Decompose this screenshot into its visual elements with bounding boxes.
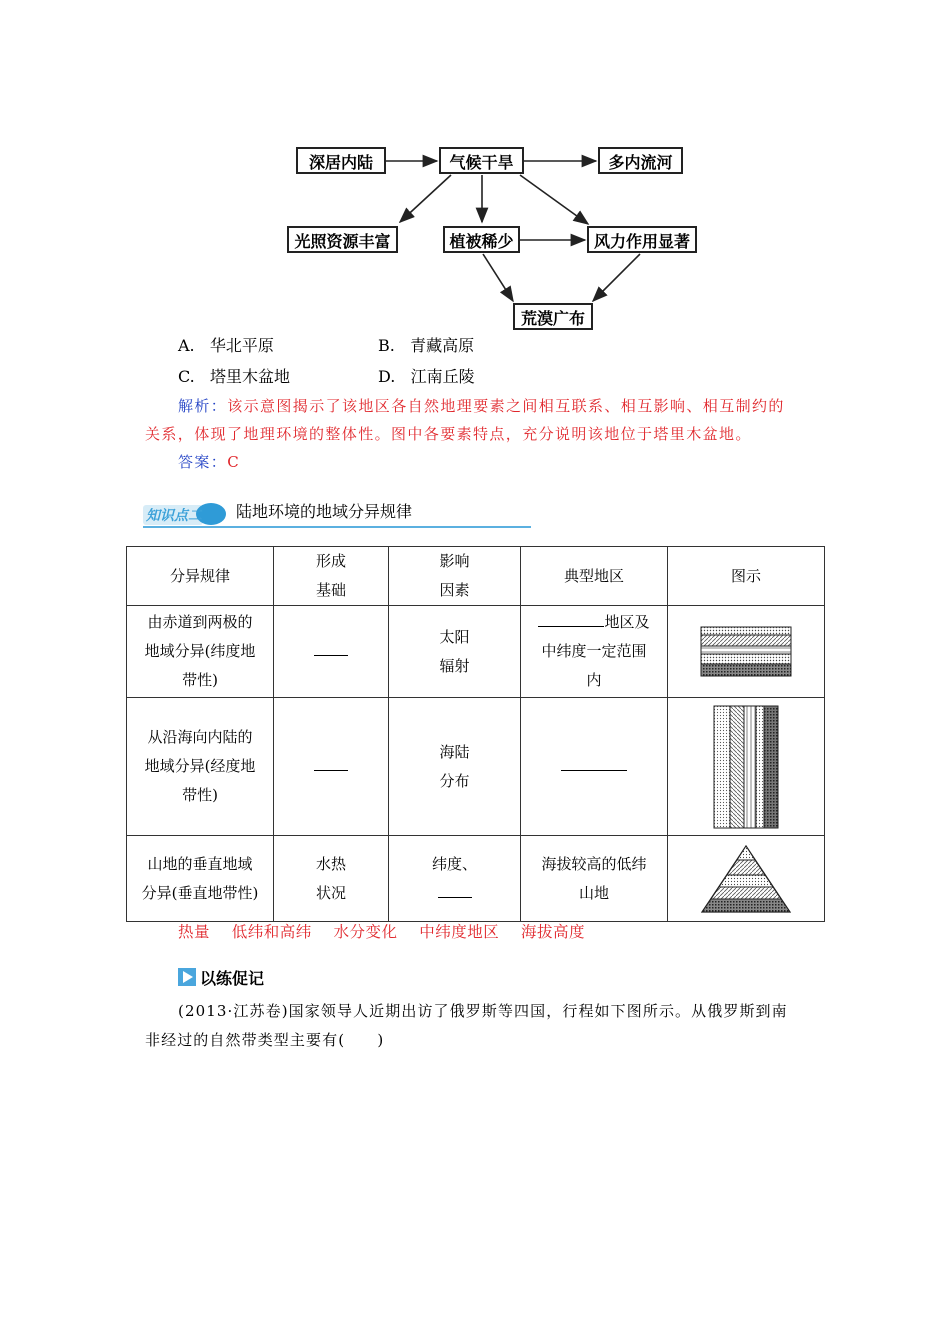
practice-label: 以练促记 [200, 969, 265, 988]
analysis-label: 解析： [178, 397, 228, 415]
cell-region: 海拔较高的低纬 山地 [521, 836, 668, 922]
option-b-text: 青藏高原 [410, 336, 475, 355]
analysis-text-1: 该示意图揭示了该地区各自然地理要素之间相互联系、相互影响、相互制约的 [227, 397, 785, 415]
practice-line-1: (2013·江苏卷)国家领导人近期出访了俄罗斯等四国，行程如下图所示。从俄罗斯到南 [178, 1002, 788, 1020]
th-law: 分异规律 [127, 547, 274, 606]
th-region: 典型地区 [521, 547, 668, 606]
fill-answer-2: 低纬和高纬 [231, 923, 312, 941]
node-wind-action: 风力作用显著 [587, 226, 697, 253]
cell-basis: 水热 状况 [274, 836, 389, 922]
cell-law: 从沿海向内陆的 地域分异(经度地 带性) [127, 698, 274, 836]
option-a [178, 333, 274, 356]
node-inland-rivers: 多内流河 [598, 147, 683, 174]
section-badge [143, 501, 227, 527]
th-basis: 形成 基础 [274, 547, 389, 606]
cell-factor: 纬度、 [389, 836, 521, 922]
answer [178, 451, 240, 472]
th-factor: 影响 因素 [389, 547, 521, 606]
table-row [127, 698, 825, 836]
fill-answers [178, 920, 585, 942]
node-arid-climate: 气候干旱 [439, 147, 524, 174]
fill-answer-4: 中纬度地区 [419, 923, 500, 941]
option-d-letter: D. [378, 367, 396, 386]
fill-answer-1: 热量 [178, 923, 211, 941]
cell-factor: 太阳 辐射 [389, 606, 521, 698]
cell-law: 山地的垂直地域 分异(垂直地带性) [127, 836, 274, 922]
latitudinal-zonation-diagram [700, 626, 792, 678]
cell-law: 由赤道到两极的 地域分异(纬度地 带性) [127, 606, 274, 698]
table-header-row [127, 547, 825, 606]
cell-basis-blank [274, 698, 389, 836]
fill-answer-5: 海拔高度 [520, 923, 585, 941]
option-b [378, 333, 474, 356]
section-underline [143, 526, 531, 528]
answer-value: C [227, 453, 241, 471]
cell-diagram [668, 836, 825, 922]
node-sparse-vegetation: 植被稀少 [443, 226, 520, 253]
node-inland: 深居内陆 [296, 147, 386, 174]
zonation-table [126, 546, 825, 922]
option-c-text: 塔里木盆地 [210, 367, 291, 386]
cell-basis-blank [274, 606, 389, 698]
cell-factor: 海陆 分布 [389, 698, 521, 836]
practice-line-2: 非经过的自然带类型主要有( ) [145, 1031, 385, 1049]
option-d [378, 364, 475, 387]
option-d-text: 江南丘陵 [410, 367, 475, 386]
th-diagram: 图示 [668, 547, 825, 606]
option-a-text: 华北平原 [209, 336, 274, 355]
option-c [178, 364, 290, 387]
option-b-letter: B. [378, 336, 395, 355]
vertical-zonation-diagram [700, 844, 792, 914]
cell-region-blank [521, 698, 668, 836]
option-a-letter: A. [178, 336, 195, 355]
node-desert: 荒漠广布 [513, 303, 593, 330]
analysis-line-1 [178, 395, 785, 416]
table-row [127, 836, 825, 922]
cell-diagram [668, 698, 825, 836]
longitudinal-zonation-diagram [713, 705, 779, 829]
answer-label: 答案： [178, 453, 228, 471]
play-triangle-icon [178, 968, 196, 986]
section-badge-text: 知识点二 [146, 508, 202, 524]
cell-region: 地区及 中纬度一定范围 内 [521, 606, 668, 698]
option-c-letter: C. [178, 367, 195, 386]
table-row [127, 606, 825, 698]
fill-answer-3: 水分变化 [333, 923, 398, 941]
cell-diagram [668, 606, 825, 698]
node-sunshine: 光照资源丰富 [287, 226, 398, 253]
section-title: 陆地环境的地域分异规律 [236, 502, 413, 521]
analysis-line-2: 关系，体现了地理环境的整体性。图中各要素特点，充分说明该地位于塔里木盆地。 [145, 425, 752, 443]
